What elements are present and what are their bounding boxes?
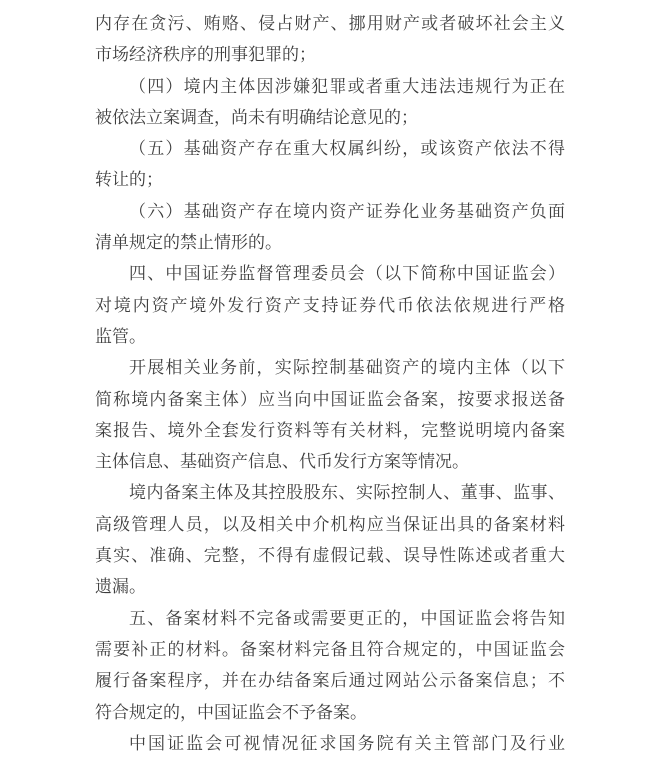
- text-line: 清单规定的禁止情形的。: [95, 233, 282, 253]
- text-line: 案报告、境外全套发行资料等有关材料，完整说明境内备案: [95, 420, 565, 440]
- text-line: （五）基础资产存在重大权属纠纷，或该资产依法不得: [129, 139, 565, 159]
- text-line: 简称境内备案主体）应当向中国证监会备案，按要求报送备: [95, 389, 565, 409]
- text-line: 境内备案主体及其控股股东、实际控制人、董事、监事、: [129, 483, 565, 503]
- text-line: 转让的；: [95, 170, 163, 190]
- text-line: （六）基础资产存在境内资产证券化业务基础资产负面: [129, 201, 565, 221]
- text-line: 对境内资产境外发行资产支持证券代币依法依规进行严格: [95, 295, 565, 315]
- text-line: 高级管理人员，以及相关中介机构应当保证出具的备案材料: [95, 514, 565, 534]
- text-line: 中国证监会可视情况征求国务院有关主管部门及行业: [129, 733, 565, 753]
- text-line: 履行备案程序，并在办结备案后通过网站公示备案信息；不: [95, 671, 565, 691]
- text-line: 符合规定的，中国证监会不予备案。: [95, 702, 367, 722]
- text-line: 开展相关业务前，实际控制基础资产的境内主体（以下: [129, 358, 565, 378]
- text-line: 四、中国证券监督管理委员会（以下简称中国证监会）: [129, 264, 565, 284]
- text-line: （四）境内主体因涉嫌犯罪或者重大违法违规行为正在: [129, 76, 565, 96]
- text-line: 真实、准确、完整，不得有虚假记载、误导性陈述或者重大: [95, 546, 565, 566]
- text-line: 内存在贪污、贿赂、侵占财产、挪用财产或者破坏社会主义: [95, 14, 565, 33]
- text-line: 监管。: [95, 326, 146, 346]
- text-line: 五、备案材料不完备或需要更正的，中国证监会将告知: [129, 608, 565, 628]
- text-line: 需要补正的材料。备案材料完备且符合规定的，中国证监会: [95, 639, 565, 659]
- text-line: 被依法立案调查，尚未有明确结论意见的；: [95, 107, 418, 127]
- text-line: 市场经济秩序的刑事犯罪的；: [95, 45, 316, 65]
- text-line: 主体信息、基础资产信息、代币发行方案等情况。: [95, 452, 469, 472]
- text-line: 遗漏。: [95, 577, 146, 597]
